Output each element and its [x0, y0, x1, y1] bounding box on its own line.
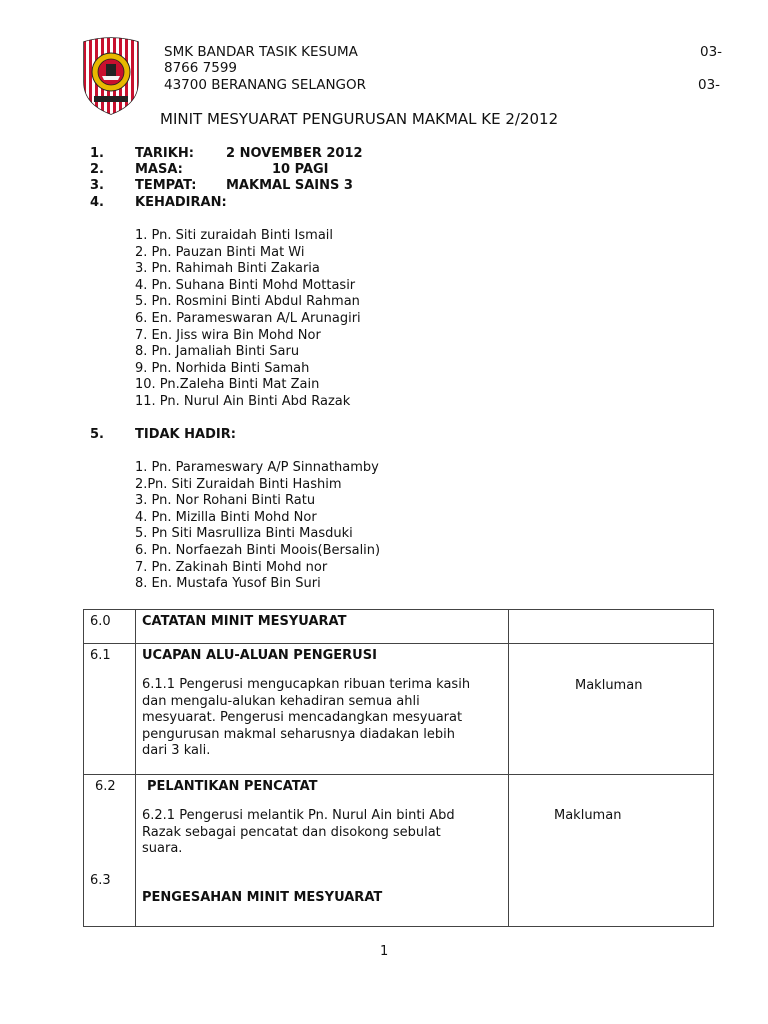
- item-heading: PELANTIKAN PENCATAT: [147, 779, 318, 794]
- item-number: 6.3: [90, 873, 111, 888]
- school-name: SMK BANDAR TASIK KESUMA: [164, 44, 358, 60]
- phone-number: 8766 7599: [164, 60, 238, 76]
- list-item: 5. Pn. Rosmini Binti Abdul Rahman: [135, 294, 360, 310]
- item-number: 6.0: [90, 614, 111, 629]
- list-item: 3. Pn. Nor Rohani Binti Ratu: [135, 493, 316, 509]
- item-heading: PENGESAHAN MINIT MESYUARAT: [142, 889, 383, 905]
- school-address: 43700 BERANANG SELANGOR: [164, 77, 367, 93]
- table-cell: [509, 610, 714, 644]
- absent-number: 5.: [90, 427, 104, 442]
- detail-label-time: MASA:: [135, 162, 183, 177]
- detail-number: 2.: [90, 162, 104, 177]
- table-cell: [509, 644, 714, 775]
- table-cell: [136, 644, 509, 775]
- phone-prefix-2: 03-: [698, 77, 721, 93]
- item-body: [136, 663, 508, 760]
- detail-number: 1.: [90, 146, 104, 161]
- list-item: 1. Pn. Parameswary A/P Sinnathamby: [135, 460, 379, 475]
- detail-number: 3.: [90, 178, 104, 193]
- school-crest-logo: [80, 36, 142, 116]
- attendance-list: [135, 228, 361, 411]
- list-item: 9. Pn. Norhida Binti Samah: [135, 360, 310, 376]
- absent-list: [135, 460, 380, 593]
- body-line: 6.2.1 Pengerusi melantik Pn. Nurul Ain binti Abd: [142, 808, 455, 823]
- body-line: 6.1.1 Pengerusi mengucapkan ribuan terima kasih: [142, 677, 471, 692]
- body-line: dan mengalu-alukan kehadiran semua ahli: [142, 693, 420, 709]
- item-heading: UCAPAN ALU-ALUAN PENGERUSI: [142, 648, 377, 663]
- list-item: 7. En. Jiss wira Bin Mohd Nor: [135, 327, 321, 343]
- action-label: Makluman: [554, 808, 622, 823]
- list-item: 8. En. Mustafa Yusof Bin Suri: [135, 576, 321, 592]
- list-item: 7. Pn. Zakinah Binti Mohd nor: [135, 559, 328, 575]
- list-item: 4. Pn. Suhana Binti Mohd Mottasir: [135, 277, 356, 293]
- table-row: [84, 644, 714, 775]
- table-cell: [84, 775, 136, 927]
- phone-prefix: 03-: [700, 44, 723, 60]
- table-cell: [84, 644, 136, 775]
- detail-value-time: 10 PAGI: [272, 162, 329, 177]
- table-cell: [136, 610, 509, 644]
- detail-label-place: TEMPAT:: [135, 178, 197, 193]
- table-cell: [136, 775, 509, 927]
- table-cell: [509, 775, 714, 927]
- body-line: Razak sebagai pencatat dan disokong sebulat: [142, 824, 441, 840]
- page-number: 1: [380, 944, 389, 959]
- detail-value-place: MAKMAL SAINS 3: [226, 178, 353, 193]
- body-line: suara.: [142, 841, 183, 857]
- item-body: [136, 794, 508, 858]
- item-number: 6.2: [95, 779, 116, 794]
- list-item: 6. En. Parameswaran A/L Arunagiri: [135, 310, 361, 326]
- list-item: 2. Pn. Pauzan Binti Mat Wi: [135, 244, 305, 260]
- body-line: pengurusan makmal seharusnya diadakan lebih: [142, 726, 455, 742]
- body-line: dari 3 kali.: [142, 743, 211, 759]
- table-cell: [84, 610, 136, 644]
- action-label: Makluman: [575, 678, 643, 693]
- list-item: 8. Pn. Jamaliah Binti Saru: [135, 344, 300, 360]
- list-item: 3. Pn. Rahimah Binti Zakaria: [135, 261, 320, 277]
- item-number: 6.1: [90, 648, 111, 663]
- document-title: MINIT MESYUARAT PENGURUSAN MAKMAL KE 2/2012: [160, 110, 559, 128]
- list-item: 4. Pn. Mizilla Binti Mohd Nor: [135, 509, 317, 525]
- list-item: 2.Pn. Siti Zuraidah Binti Hashim: [135, 476, 342, 492]
- table-row: [84, 610, 714, 644]
- detail-label-date: TARIKH:: [135, 146, 194, 161]
- body-line: mesyuarat. Pengerusi mencadangkan mesyuarat: [142, 710, 463, 726]
- detail-value-date: 2 NOVEMBER 2012: [226, 146, 363, 161]
- list-item: 5. Pn Siti Masrulliza Binti Masduki: [135, 526, 353, 542]
- item-heading: CATATAN MINIT MESYUARAT: [142, 614, 347, 629]
- absent-heading: TIDAK HADIR:: [135, 427, 236, 442]
- table-row: [84, 775, 714, 927]
- list-item: 11. Pn. Nurul Ain Binti Abd Razak: [135, 393, 351, 409]
- list-item: 10. Pn.Zaleha Binti Mat Zain: [135, 377, 320, 393]
- minutes-table: [83, 609, 714, 927]
- list-item: 1. Pn. Siti zuraidah Binti Ismail: [135, 228, 334, 243]
- detail-label-attendance: KEHADIRAN:: [135, 195, 227, 210]
- list-item: 6. Pn. Norfaezah Binti Moois(Bersalin): [135, 542, 381, 558]
- detail-number: 4.: [90, 195, 104, 210]
